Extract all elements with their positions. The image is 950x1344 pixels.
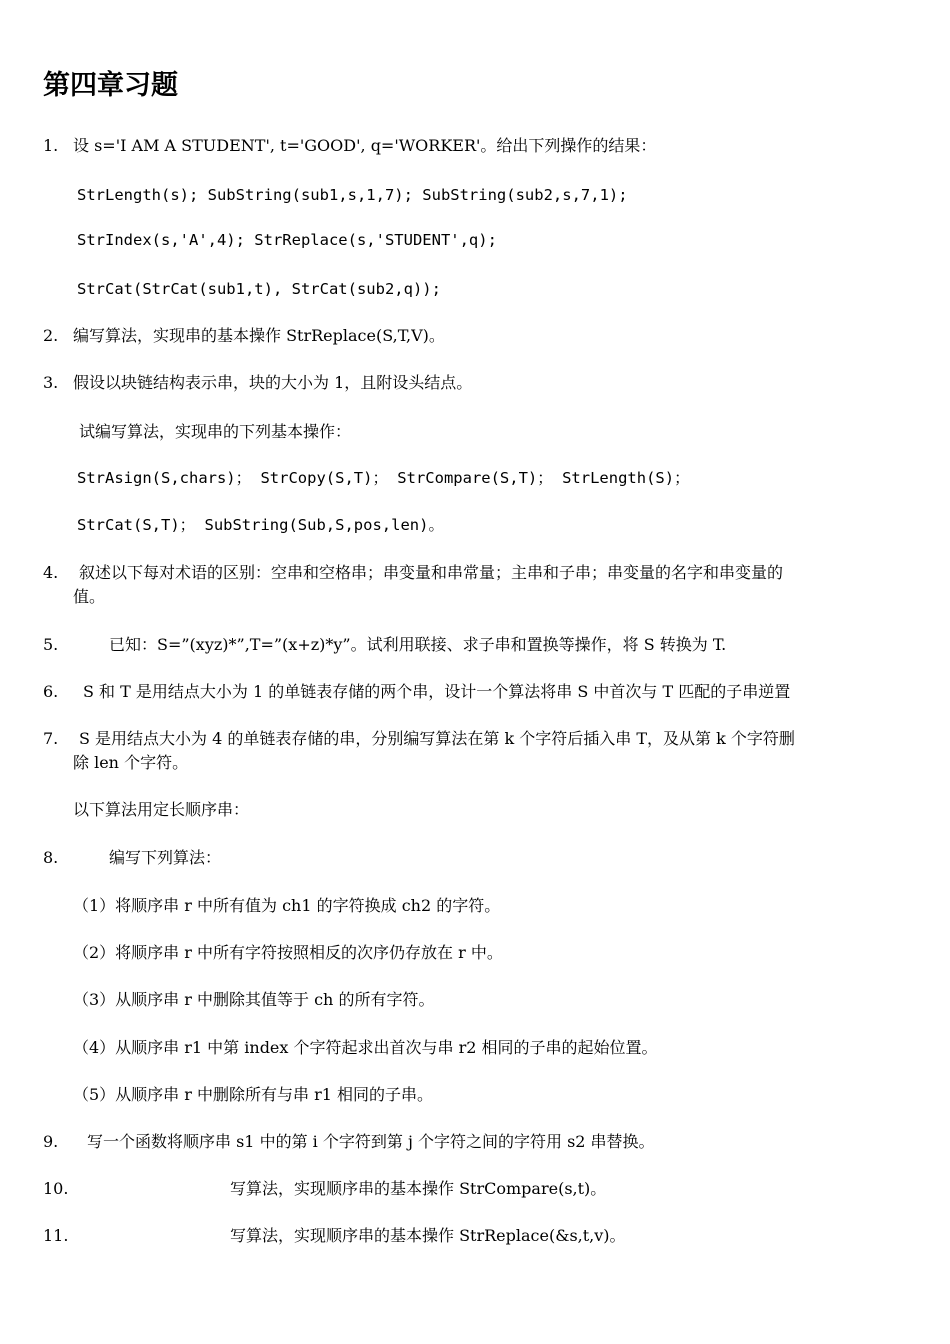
q3-number: 3. bbox=[43, 373, 59, 392]
q11-text: 写算法，实现顺序串的基本操作 StrReplace(&s,t,v)。 bbox=[230, 1226, 626, 1245]
q8-item-1: （1）将顺序串 r 中所有值为 ch1 的字符换成 ch2 的字符。 bbox=[73, 896, 501, 915]
q4-text-line-1: 叙述以下每对术语的区别：空串和空格串；串变量和串常量；主串和子串；串变量的名字和串变量的 bbox=[79, 563, 784, 582]
q3-ops-line-1: StrAsign(S,chars)； StrCopy(S,T)； StrCompare(S,T)； StrLength(S)； bbox=[77, 469, 690, 487]
q4-number: 4. bbox=[43, 563, 59, 582]
q8-item-4: （4）从顺序串 r1 中第 index 个字符起求出首次与串 r2 相同的子串的起始位置。 bbox=[73, 1038, 658, 1057]
q1-text: 设 s='I AM A STUDENT', t='GOOD', q='WORKER'。给出下列操作的结果： bbox=[73, 136, 657, 155]
q1-ops-line-2: StrIndex(s,'A',4); StrReplace(s,'STUDENT',q); bbox=[77, 231, 497, 249]
section-note: 以下算法用定长顺序串： bbox=[73, 800, 250, 819]
q8-item-3: （3）从顺序串 r 中删除其值等于 ch 的所有字符。 bbox=[73, 990, 435, 1009]
q9-text: 写一个函数将顺序串 s1 中的第 i 个字符到第 j 个字符之间的字符用 s2 串替换。 bbox=[87, 1132, 655, 1151]
q8-item-5: （5）从顺序串 r 中删除所有与串 r1 相同的子串。 bbox=[73, 1085, 434, 1104]
q10-text: 写算法，实现顺序串的基本操作 StrCompare(s,t)。 bbox=[230, 1179, 607, 1198]
q2-number: 2. bbox=[43, 326, 59, 345]
q7-text-line-2: 除 len 个字符。 bbox=[73, 753, 189, 772]
q1-ops-line-1: StrLength(s); SubString(sub1,s,1,7); SubString(sub2,s,7,1); bbox=[77, 186, 628, 204]
q7-number: 7. bbox=[43, 729, 59, 748]
q11-number: 11. bbox=[43, 1226, 69, 1245]
q1-ops-line-3: StrCat(StrCat(sub1,t), StrCat(sub2,q)); bbox=[77, 280, 441, 298]
q3-ops-line-2: StrCat(S,T)； SubString(Sub,S,pos,len)。 bbox=[77, 516, 444, 534]
q7-text-line-1: S 是用结点大小为 4 的单链表存储的串，分别编写算法在第 k 个字符后插入串 T，及从第 k 个字符删 bbox=[79, 729, 795, 748]
q10-number: 10. bbox=[43, 1179, 69, 1198]
q8-item-2: （2）将顺序串 r 中所有字符按照相反的次序仍存放在 r 中。 bbox=[73, 943, 503, 962]
q3-text: 假设以块链结构表示串，块的大小为 1，且附设头结点。 bbox=[73, 373, 473, 392]
q9-number: 9. bbox=[43, 1132, 59, 1151]
q8-number: 8. bbox=[43, 848, 59, 867]
q6-text: S 和 T 是用结点大小为 1 的单链表存储的两个串，设计一个算法将串 S 中首次与 T 匹配的子串逆置 bbox=[83, 682, 791, 701]
q8-text: 编写下列算法： bbox=[109, 848, 222, 867]
q3-subtext: 试编写算法，实现串的下列基本操作： bbox=[79, 422, 352, 441]
q1-number: 1. bbox=[43, 136, 59, 155]
q5-number: 5. bbox=[43, 635, 59, 654]
q4-text-line-2: 值。 bbox=[73, 587, 106, 606]
q2-text: 编写算法，实现串的基本操作 StrReplace(S,T,V)。 bbox=[73, 326, 445, 345]
q5-text: 已知：S=”(xyz)*”,T=”(x+z)*y”。试利用联接、求子串和置换等操作，将 S 转换为 T. bbox=[109, 635, 727, 654]
page-title: 第四章习题 bbox=[43, 70, 178, 101]
q6-number: 6. bbox=[43, 682, 59, 701]
